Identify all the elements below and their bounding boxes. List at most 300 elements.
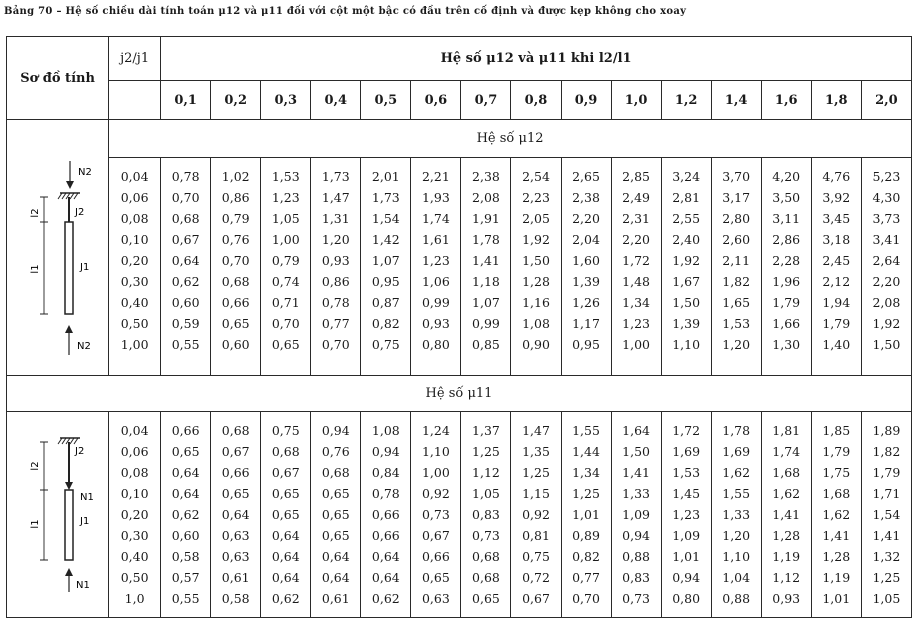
diagram-spacer xyxy=(7,120,109,157)
table-cell: 0,61 xyxy=(321,590,350,606)
table-cell: 1,17 xyxy=(572,315,600,331)
table-cell: 0,65 xyxy=(321,527,350,543)
table-cell: 2,20 xyxy=(872,273,901,289)
table-cell: 1,89 xyxy=(872,422,901,438)
table-cell: 1,06 xyxy=(421,273,450,289)
table-cell: 1,25 xyxy=(572,485,600,501)
table-cell: 0,64 xyxy=(371,569,400,585)
table-cell: 1,66 xyxy=(772,315,801,331)
table-cell: 1,78 xyxy=(722,422,751,438)
table-cell: 1,00 xyxy=(622,336,650,352)
table-cell: 1,37 xyxy=(472,422,500,438)
table-cell: 2,04 xyxy=(572,231,600,247)
table-cell: 1,07 xyxy=(371,252,400,268)
table-cell: 0,70 xyxy=(271,315,300,331)
table-cell: 2,20 xyxy=(572,210,600,226)
header-scheme: Sơ đồ tính xyxy=(7,37,109,120)
table-cell: 0,80 xyxy=(672,590,701,606)
table-cell: 1,10 xyxy=(421,443,450,459)
table-cell: 0,73 xyxy=(622,590,650,606)
table-cell: 1,73 xyxy=(371,189,400,205)
table-cell: 3,41 xyxy=(872,231,901,247)
table-cell: 0,77 xyxy=(572,569,600,585)
value-column xyxy=(461,157,511,376)
table-cell: 0,68 xyxy=(171,210,200,226)
table-cell: 1,92 xyxy=(522,231,550,247)
mu12-data-row xyxy=(7,157,912,376)
table-cell: 0,58 xyxy=(221,590,250,606)
table-cell: 1,62 xyxy=(722,464,751,480)
table-cell: 0,64 xyxy=(271,569,300,585)
table-cell: 1,25 xyxy=(472,443,500,459)
table-cell: 3,18 xyxy=(822,231,851,247)
table-cell: 0,74 xyxy=(271,273,300,289)
table-cell: 0,67 xyxy=(522,590,550,606)
table-cell: 0,78 xyxy=(371,485,400,501)
table-cell: 0,86 xyxy=(321,273,350,289)
value-column xyxy=(861,157,911,376)
table-cell: 2,05 xyxy=(522,210,550,226)
table-cell: 0,80 xyxy=(421,336,450,352)
table-cell: 2,86 xyxy=(772,231,801,247)
table-cell: 0,67 xyxy=(221,443,250,459)
value-column xyxy=(511,157,561,376)
table-cell: 1,24 xyxy=(421,422,450,438)
header-coeff-title: Hệ số μ12 và μ11 khi l2/l1 xyxy=(161,37,912,81)
table-cell: 0,88 xyxy=(622,548,650,564)
table-cell: 0,65 xyxy=(271,336,300,352)
table-cell: 1,92 xyxy=(672,252,701,268)
table-cell: 2,11 xyxy=(722,252,751,268)
table-cell: 1,07 xyxy=(472,294,500,310)
header-ratio: j2/j1 xyxy=(109,37,161,81)
table-cell: 1,41 xyxy=(472,252,500,268)
table-cell: 1,69 xyxy=(672,443,701,459)
table-cell: 2,64 xyxy=(872,252,901,268)
table-cell: 0,68 xyxy=(221,273,250,289)
value-column xyxy=(161,411,211,617)
coefficient-table xyxy=(6,36,912,618)
table-cell: 0,71 xyxy=(271,294,300,310)
value-column xyxy=(311,411,361,617)
table-cell: 0,64 xyxy=(271,548,300,564)
table-cell: 0,79 xyxy=(221,210,250,226)
value-column xyxy=(211,157,261,376)
table-cell: 1,28 xyxy=(522,273,550,289)
table-cell: 3,73 xyxy=(872,210,901,226)
column-header: 0,5 xyxy=(361,80,411,120)
table-cell: 0,64 xyxy=(171,485,200,501)
table-cell: 1,12 xyxy=(772,569,801,585)
table-cell: 3,50 xyxy=(772,189,801,205)
table-cell: 1,0 xyxy=(124,590,145,606)
table-cell: 0,64 xyxy=(321,548,350,564)
column-header: 0,1 xyxy=(161,80,211,120)
table-cell: 0,62 xyxy=(371,590,400,606)
label-j1: J1 xyxy=(79,262,89,274)
table-cell: 1,79 xyxy=(772,294,801,310)
table-cell: 0,66 xyxy=(421,548,450,564)
table-cell: 4,30 xyxy=(872,189,901,205)
table-cell: 2,28 xyxy=(772,252,801,268)
table-cell: 0,93 xyxy=(321,252,350,268)
table-cell: 0,90 xyxy=(522,336,550,352)
label-l2: l2 xyxy=(29,461,41,471)
table-cell: 0,76 xyxy=(221,231,250,247)
table-cell: 2,49 xyxy=(622,189,650,205)
table-cell: 0,59 xyxy=(171,315,200,331)
column-diagram-2 xyxy=(8,412,108,596)
table-cell: 0,62 xyxy=(171,273,200,289)
table-cell: 0,65 xyxy=(421,569,450,585)
value-column xyxy=(561,157,611,376)
table-cell: 1,72 xyxy=(672,422,701,438)
table-cell: 1,60 xyxy=(572,252,600,268)
table-cell: 1,62 xyxy=(772,485,801,501)
table-cell: 0,60 xyxy=(221,336,250,352)
table-cell: 2,38 xyxy=(572,189,600,205)
table-cell: 0,67 xyxy=(421,527,450,543)
table-cell: 1,40 xyxy=(822,336,851,352)
label-n2-bottom: N2 xyxy=(76,341,91,353)
table-cell: 0,64 xyxy=(271,527,300,543)
table-cell: 0,93 xyxy=(421,315,450,331)
label-j1: J1 xyxy=(79,515,89,527)
table-cell: 0,63 xyxy=(421,590,450,606)
table-cell: 0,92 xyxy=(522,506,550,522)
label-l1: l1 xyxy=(29,519,41,529)
table-cell: 0,40 xyxy=(120,294,149,310)
table-cell: 0,57 xyxy=(171,569,200,585)
table-cell: 0,78 xyxy=(321,294,350,310)
table-cell: 1,05 xyxy=(472,485,500,501)
label-j2: J2 xyxy=(74,445,84,457)
table-cell: 0,68 xyxy=(321,464,350,480)
table-cell: 0,64 xyxy=(171,464,200,480)
table-cell: 0,65 xyxy=(472,590,500,606)
table-cell: 1,78 xyxy=(472,231,500,247)
table-cell: 1,92 xyxy=(872,315,901,331)
table-cell: 3,24 xyxy=(672,168,701,184)
table-cell: 0,62 xyxy=(171,506,200,522)
table-cell: 1,05 xyxy=(872,590,901,606)
table-cell: 1,05 xyxy=(271,210,300,226)
table-cell: 0,79 xyxy=(271,252,300,268)
table-cell: 0,20 xyxy=(120,252,149,268)
table-cell: 1,00 xyxy=(421,464,450,480)
table-cell: 0,65 xyxy=(271,485,300,501)
label-l2: l2 xyxy=(29,208,41,218)
value-column xyxy=(661,157,711,376)
column-header: 0,8 xyxy=(511,80,561,120)
table-cell: 2,31 xyxy=(622,210,650,226)
table-cell: 4,20 xyxy=(772,168,801,184)
value-column xyxy=(611,157,661,376)
table-cell: 0,87 xyxy=(371,294,400,310)
table-cell: 0,83 xyxy=(622,569,650,585)
table-cell: 1,94 xyxy=(822,294,851,310)
column-header: 1,0 xyxy=(611,80,661,120)
table-cell: 1,18 xyxy=(472,273,500,289)
value-column xyxy=(711,157,761,376)
table-cell: 1,50 xyxy=(522,252,550,268)
table-cell: 0,70 xyxy=(171,189,200,205)
table-cell: 1,62 xyxy=(822,506,851,522)
column-header-row xyxy=(7,80,912,120)
table-cell: 0,66 xyxy=(171,422,200,438)
table-cell: 0,68 xyxy=(472,548,500,564)
table-cell: 1,23 xyxy=(421,252,450,268)
value-column xyxy=(561,411,611,617)
table-cell: 1,19 xyxy=(822,569,851,585)
value-column xyxy=(411,157,461,376)
value-column xyxy=(411,411,461,617)
column-diagram-1 xyxy=(8,157,108,362)
table-cell: 1,55 xyxy=(722,485,751,501)
column-header: 0,6 xyxy=(411,80,461,120)
table-cell: 1,39 xyxy=(572,273,600,289)
table-cell: 0,08 xyxy=(120,210,149,226)
diagram-cell-2 xyxy=(7,411,109,617)
table-cell: 0,89 xyxy=(572,527,600,543)
table-cell: 2,21 xyxy=(421,168,450,184)
table-cell: 2,38 xyxy=(472,168,500,184)
table-cell: 0,58 xyxy=(171,548,200,564)
value-column xyxy=(261,411,311,617)
table-cell: 0,84 xyxy=(371,464,400,480)
table-cell: 0,64 xyxy=(371,548,400,564)
table-cell: 1,68 xyxy=(822,485,851,501)
table-caption: Bảng 70 – Hệ số chiều dài tính toán μ12 và μ11 đối với cột một bậc có đầu trên cố định và được kẹp không cho xoay xyxy=(4,6,687,17)
table-cell: 1,33 xyxy=(622,485,650,501)
table-cell: 1,08 xyxy=(522,315,550,331)
table-cell: 0,68 xyxy=(221,422,250,438)
table-cell: 1,19 xyxy=(772,548,801,564)
table-cell: 0,06 xyxy=(120,189,149,205)
table-cell: 1,20 xyxy=(321,231,350,247)
table-cell: 1,44 xyxy=(572,443,600,459)
table-cell: 1,47 xyxy=(522,422,550,438)
table-cell: 2,65 xyxy=(572,168,600,184)
table-cell: 1,32 xyxy=(872,548,901,564)
table-cell: 0,75 xyxy=(271,422,300,438)
table-cell: 1,41 xyxy=(822,527,851,543)
value-column xyxy=(511,411,561,617)
table-cell: 0,94 xyxy=(321,422,350,438)
table-cell: 3,11 xyxy=(772,210,801,226)
value-column xyxy=(711,411,761,617)
table-cell: 1,72 xyxy=(622,252,650,268)
mu11-data-row xyxy=(7,411,912,617)
table-cell: 4,76 xyxy=(822,168,851,184)
table-cell: 1,96 xyxy=(772,273,801,289)
table-cell: 1,01 xyxy=(822,590,851,606)
table-cell: 0,70 xyxy=(572,590,600,606)
table-cell: 0,73 xyxy=(421,506,450,522)
table-cell: 3,17 xyxy=(722,189,751,205)
column-header: 0,7 xyxy=(461,80,511,120)
value-column xyxy=(811,411,861,617)
value-column xyxy=(761,157,811,376)
table-cell: 1,67 xyxy=(672,273,701,289)
table-cell: 1,48 xyxy=(622,273,650,289)
table-cell: 0,62 xyxy=(271,590,300,606)
ratio-column xyxy=(109,157,161,376)
table-cell: 0,63 xyxy=(221,548,250,564)
table-cell: 0,63 xyxy=(221,527,250,543)
table-cell: 1,30 xyxy=(772,336,801,352)
table-cell: 2,08 xyxy=(472,189,500,205)
column-header: 1,6 xyxy=(761,80,811,120)
table-cell: 1,23 xyxy=(271,189,300,205)
table-cell: 0,93 xyxy=(772,590,801,606)
table-cell: 0,08 xyxy=(120,464,149,480)
table-cell: 0,73 xyxy=(472,527,500,543)
table-cell: 1,00 xyxy=(271,231,300,247)
table-cell: 0,10 xyxy=(120,485,149,501)
table-cell: 1,02 xyxy=(221,168,250,184)
table-cell: 2,12 xyxy=(822,273,851,289)
table-cell: 0,66 xyxy=(221,464,250,480)
table-cell: 0,60 xyxy=(171,294,200,310)
table-cell: 1,12 xyxy=(472,464,500,480)
label-n2-top: N2 xyxy=(77,167,92,179)
label-j2: J2 xyxy=(74,207,84,219)
table-cell: 1,09 xyxy=(622,506,650,522)
ratio-column xyxy=(109,411,161,617)
table-cell: 1,34 xyxy=(572,464,600,480)
table-cell: 0,75 xyxy=(371,336,400,352)
table-cell: 1,23 xyxy=(622,315,650,331)
header-ratio-blank xyxy=(109,80,161,120)
table-cell: 0,70 xyxy=(221,252,250,268)
table-cell: 2,23 xyxy=(522,189,550,205)
value-column xyxy=(161,157,211,376)
table-cell: 1,15 xyxy=(522,485,550,501)
value-column xyxy=(811,157,861,376)
table-cell: 1,09 xyxy=(672,527,701,543)
table-cell: 0,92 xyxy=(421,485,450,501)
table-cell: 1,00 xyxy=(120,336,149,352)
table-cell: 1,74 xyxy=(772,443,801,459)
table-cell: 0,40 xyxy=(120,548,149,564)
table-cell: 0,95 xyxy=(371,273,400,289)
table-cell: 0,67 xyxy=(271,464,300,480)
table-cell: 1,08 xyxy=(371,422,400,438)
value-column xyxy=(611,411,661,617)
table-cell: 1,55 xyxy=(572,422,600,438)
table-cell: 0,94 xyxy=(672,569,701,585)
table-cell: 0,60 xyxy=(171,527,200,543)
column-header: 0,4 xyxy=(311,80,361,120)
table-cell: 1,65 xyxy=(722,294,751,310)
table-cell: 0,86 xyxy=(221,189,250,205)
table-cell: 1,34 xyxy=(622,294,650,310)
value-column xyxy=(861,411,911,617)
table-cell: 2,54 xyxy=(522,168,550,184)
label-n1-mid: N1 xyxy=(79,491,94,503)
table-cell: 0,70 xyxy=(321,336,350,352)
table-cell: 1,91 xyxy=(472,210,500,226)
label-l1: l1 xyxy=(29,264,41,274)
table-cell: 1,31 xyxy=(321,210,350,226)
table-cell: 0,67 xyxy=(171,231,200,247)
table-cell: 1,25 xyxy=(522,464,550,480)
table-cell: 0,94 xyxy=(622,527,650,543)
table-cell: 0,81 xyxy=(522,527,550,543)
table-cell: 1,01 xyxy=(672,548,701,564)
table-cell: 0,85 xyxy=(472,336,500,352)
table-cell: 2,45 xyxy=(822,252,851,268)
table-cell: 1,85 xyxy=(822,422,851,438)
table-cell: 1,50 xyxy=(672,294,701,310)
table-cell: 0,64 xyxy=(321,569,350,585)
table-cell: 0,68 xyxy=(271,443,300,459)
table-cell: 0,65 xyxy=(321,485,350,501)
table-cell: 0,68 xyxy=(472,569,500,585)
table-cell: 1,53 xyxy=(672,464,701,480)
table-cell: 0,64 xyxy=(221,506,250,522)
table-cell: 1,01 xyxy=(572,506,600,522)
table-cell: 1,50 xyxy=(872,336,901,352)
table-cell: 2,60 xyxy=(722,231,751,247)
table-cell: 1,20 xyxy=(722,336,751,352)
column-header: 1,2 xyxy=(661,80,711,120)
table-cell: 1,45 xyxy=(672,485,701,501)
table-cell: 1,28 xyxy=(772,527,801,543)
table-cell: 3,70 xyxy=(722,168,751,184)
table-cell: 1,61 xyxy=(421,231,450,247)
table-cell: 1,41 xyxy=(872,527,901,543)
value-column xyxy=(211,411,261,617)
column-header: 0,2 xyxy=(211,80,261,120)
table-cell: 0,94 xyxy=(371,443,400,459)
table-cell: 0,65 xyxy=(321,506,350,522)
table-cell: 0,66 xyxy=(371,506,400,522)
table-cell: 2,80 xyxy=(722,210,751,226)
diagram-cell-1 xyxy=(7,157,109,376)
value-column xyxy=(361,411,411,617)
table-cell: 1,69 xyxy=(722,443,751,459)
table-cell: 1,71 xyxy=(872,485,901,501)
table-cell: 0,95 xyxy=(572,336,600,352)
table-cell: 1,25 xyxy=(872,569,901,585)
table-cell: 0,65 xyxy=(171,443,200,459)
table-cell: 0,50 xyxy=(120,569,149,585)
table-cell: 1,53 xyxy=(722,315,751,331)
table-cell: 2,40 xyxy=(672,231,701,247)
table-cell: 0,30 xyxy=(120,273,149,289)
table-cell: 1,68 xyxy=(772,464,801,480)
table-cell: 1,28 xyxy=(822,548,851,564)
table-cell: 0,66 xyxy=(371,527,400,543)
table-cell: 0,77 xyxy=(321,315,350,331)
table-cell: 1,20 xyxy=(722,527,751,543)
section-title-mu12: Hệ số μ12 xyxy=(109,120,912,157)
section-title-mu11: Hệ số μ11 xyxy=(7,376,912,411)
value-column xyxy=(261,157,311,376)
table-cell: 0,04 xyxy=(120,168,149,184)
table-cell: 0,99 xyxy=(472,315,500,331)
table-cell: 1,53 xyxy=(271,168,300,184)
table-cell: 1,04 xyxy=(722,569,751,585)
table-cell: 1,35 xyxy=(522,443,550,459)
table-cell: 1,54 xyxy=(872,506,901,522)
table-cell: 2,20 xyxy=(622,231,650,247)
table-cell: 0,55 xyxy=(171,590,200,606)
table-cell: 0,82 xyxy=(371,315,400,331)
table-cell: 0,61 xyxy=(221,569,250,585)
